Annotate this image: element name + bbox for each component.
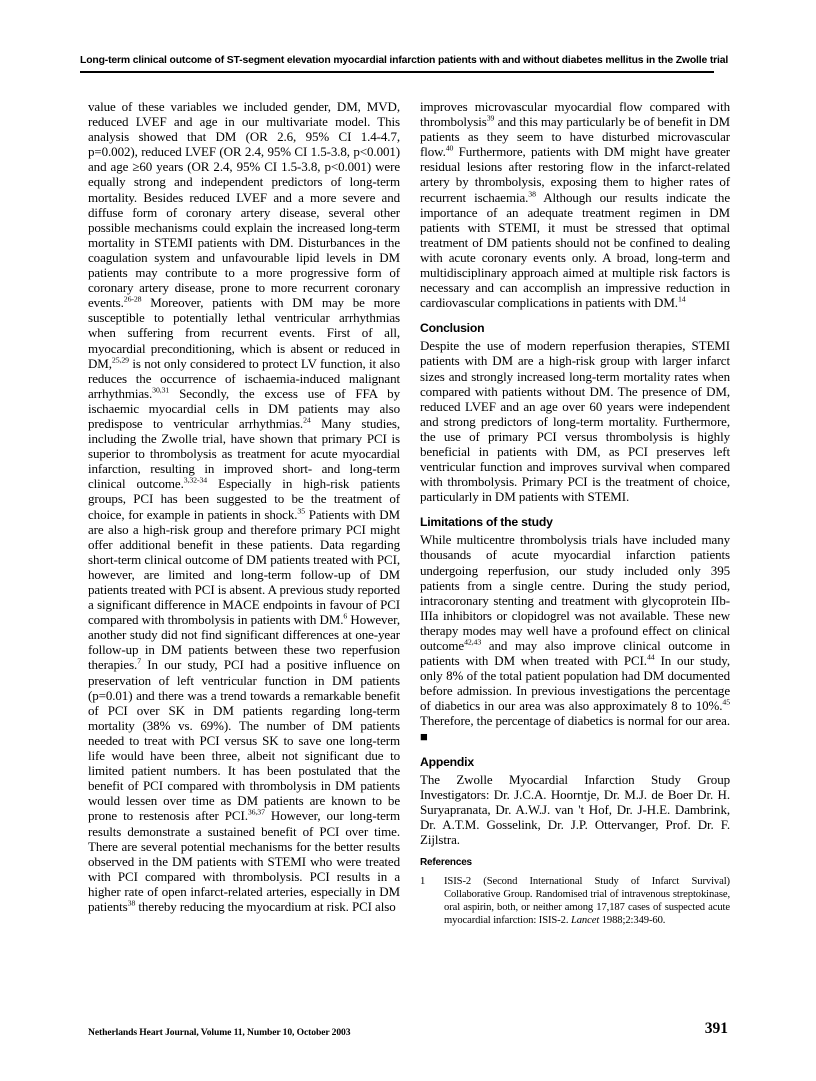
page-number: 391 <box>704 1020 728 1037</box>
body-paragraph-continuation: improves microvascular myocardial flow compared with thrombolysis$^{39}$ and this may particularly be of benefit in DM patients as they seem to have disturbed microvascular flow.$^{40}$ Furthermore, patients with DM might have greater residual lesions after restoring flow in the infarct-related artery by thrombolysis, exposing them to higher rates of recurrent ischaemia.$^{38}$ Although our results indicate the importance of an adequate treatment regimen in DM patients with STEMI, it must be stressed that optimal treatment of DM patients should not be confined to dealing with acute coronary events only. A broad, long-term and multidisciplinary approach aimed at multiple risk factors is necessary and can accomplish an impressive reduction in cardiovascular complications in patients with DM.$^{14}$ <box>420 99 730 311</box>
limitations-paragraph: While multicentre thrombolysis trials have included many thousands of acute myocardial infarction patients undergoing reperfusion, our study included only 395 patients from a single centre. During the study period, intracoronary stenting and treatment with glycoprotein IIb-IIIa inhibitors or clopidogrel was not available. These new therapy modes may well have a profound effect on clinical outcome$^{42,43}$ and may also improve clinical outcome in patients with DM when treated with PCI.$^{44}$ In our study, only 8% of the total patient population had DM documented before admission. In previous investigations the percentage of diabetics in our area was also approximately 8 to 10%.$^{45}$ Therefore, the percentage of diabetics is normal for our area. ■ <box>420 532 730 744</box>
reference-number: 1 <box>420 876 426 888</box>
right-column <box>420 99 730 927</box>
running-title: Long-term clinical outcome of ST-segment elevation myocardial infarction patients with and without diabetes mellitus in the Zwolle trial <box>80 55 714 73</box>
reference-text: ISIS-2 (Second International Study of Infarct Survival) Collaborative Group. Randomised trial of intravenous streptokinase, oral aspirin, both, or neither among 17,187 cases of suspected acute myocardial infarction: ISIS-2. Lancet 1988;2:349-60. <box>444 876 730 927</box>
section-heading-appendix: Appendix <box>420 754 474 769</box>
reference-item <box>420 875 730 927</box>
section-heading-limitations: Limitations of the study <box>420 515 553 530</box>
page-footer <box>88 1020 728 1038</box>
left-column <box>88 99 400 914</box>
journal-footer-line: Netherlands Heart Journal, Volume 11, Number 10, October 2003 <box>88 1027 351 1038</box>
conclusion-paragraph: Despite the use of modern reperfusion therapies, STEMI patients with DM are a high-risk group with larger infarct sizes and strongly increased long-term mortality rates when compared with patients without DM. The presence of DM, reduced LVEF and an age over 60 years were independent and strong predictors of long-term mortality. Furthermore, the use of primary PCI versus thrombolysis is highly beneficial in patients with DM, as PCI preserves left ventricular function and improves survival when compared with thrombolysis. Primary PCI is the treatment of choice, particularly in DM patients with STEMI. <box>420 338 730 505</box>
section-heading-references: References <box>420 857 472 869</box>
appendix-paragraph: The Zwolle Myocardial Infarction Study Group Investigators: Dr. J.C.A. Hoorntje, Dr. M.J. de Boer Dr. H. Suryapranata, Dr. A.W.J. van 't Hof, Dr. J-H.E. Dambrink, Dr. A.T.M. Gosselink, Dr. J.P. Ottervanger, Prof. Dr. F. Zijlstra. <box>420 771 730 848</box>
body-paragraph-left: value of these variables we included gender, DM, MVD, reduced LVEF and age in our multivariate model. This analysis showed that DM (OR 2.6, 95% CI 1.4-4.7, p=0.002), reduced LVEF (OR 2.4, 95% CI 1.5-3.8, p<0.001) and age ≥60 years (OR 2.4, 95% CI 1.5-3.8, p<0.001) were equally strong and independent predictors of long-term mortality. Besides reduced LVEF and a more severe and diffuse form of coronary artery disease, several other possible mechanisms could explain the increased long-term mortality in STEMI patients with DM. Disturbances in the coagulation system and unfavourable lipid levels in DM patients may contribute to a more progressive form of coronary artery disease, prone to more recurrent coronary events.$^{26-28}$ Moreover, patients with DM may be more susceptible to potentially lethal ventricular arrhythmias when suffering from recurrent events. First of all, myocardial preconditioning, which is absent or reduced in DM,$^{25,29}$ is not only considered to protect LV function, it also reduces the occurrence of ischaemia-induced malignant arrhythmias.$^{30,31}$ Secondly, the excess use of FFA by ischaemic myocardial cells in DM patients may also predispose to ventricular arrhythmias.$^{24}$ Many studies, including the Zwolle trial, have shown that primary PCI is superior to thrombolysis as treatment for acute myocardial infarction, resulting in improved short- and long-term clinical outcome.$^{3,32-34}$ Especially in high-risk patients groups, PCI has been suggested to be the treatment of choice, for example in patients in shock.$^{35}$ Patients with DM are also a high-risk group and therefore primary PCI might offer additional benefit in these patients. Data regarding short-term clinical outcome of DM patients treated with PCI, however, are limited and long-term follow-up of DM patients treated with PCI is absent. A previous study reported a significant difference in MACE endpoints in favour of PCI compared with thrombolysis in patients with DM.$^6$ However, another study did not find significant differences at one-year follow-up in DM patients between these two reperfusion therapies.$^7$ In our study, PCI had a positive influence on preservation of left ventricular function in DM patients (p=0.01) and there was a trend towards a remarkable benefit of PCI over SK in DM patients regarding long-term mortality (38% vs. 69%). The number of DM patients needed to treat with PCI versus SK to save one long-term life would have been three, albeit not significant due to limited patient numbers. It has been postulated that the benefit of PCI compared with thrombolysis in DM patients would lessen over time as DM patients are known to be prone to restenosis after PCI.$^{36,37}$ However, our long-term results demonstrate a sustained benefit of PCI over time. There are several potential mechanisms for the better results observed in the DM patients with STEMI who were treated with PCI compared with thrombolysis. PCI results in a higher rate of open infarct-related arteries, especially in DM patients$^{38}$ thereby reducing the myocardium at risk. PCI also <box>88 99 400 914</box>
section-heading-conclusion: Conclusion <box>420 321 485 336</box>
